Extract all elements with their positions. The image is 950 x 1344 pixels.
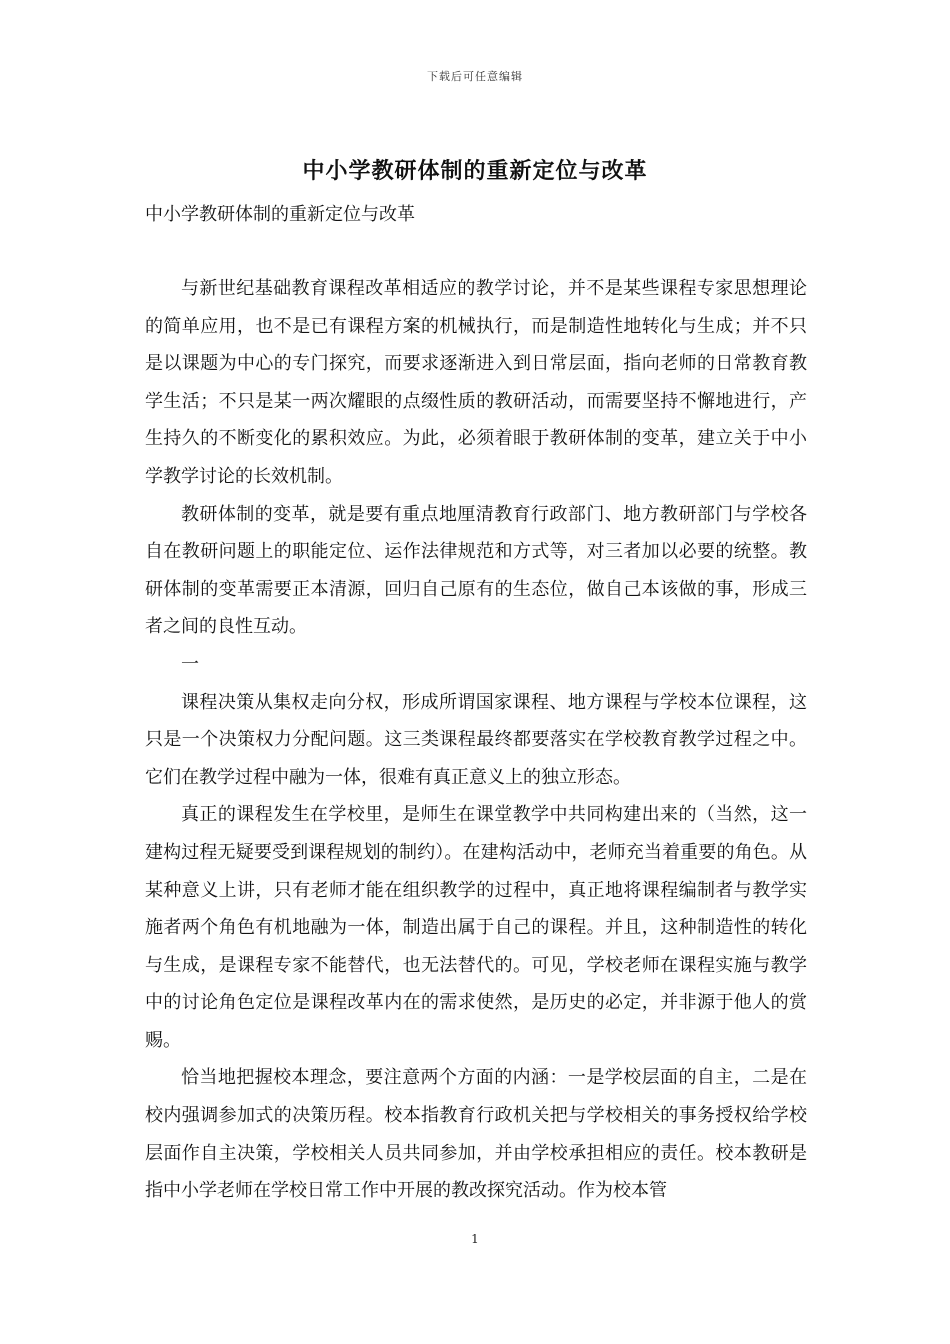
paragraph: 教研体制的变革，就是要有重点地厘清教育行政部门、地方教研部门与学校各自在教研问题上的职能定位、运作法律规范和方式等，对三者加以必要的统整。教研体制的变革需要正本清源，回归自己原有的生态位，做自己本该做的事，形成三者之间的良性互动。 bbox=[145, 503, 807, 638]
paragraph: 恰当地把握校本理念，要注意两个方面的内涵：一是学校层面的自主，二是在校内强调参加式的决策历程。校本指教育行政机关把与学校相关的事务授权给学校层面作自主决策，学校相关人员共同参加，并由学校承担相应的责任。校本教研是指中小学老师在学校日常工作中开展的教改探究活动。作为校本管 bbox=[145, 1067, 807, 1202]
document-body bbox=[145, 270, 807, 1210]
section-number: 一 bbox=[181, 653, 199, 675]
header-note: 下载后可任意编辑 bbox=[427, 70, 523, 83]
paragraph: 课程决策从集权走向分权，形成所谓国家课程、地方课程与学校本位课程，这只是一个决策权力分配问题。这三类课程最终都要落实在学校教育教学过程之中。它们在教学过程中融为一体，很难有真正意义上的独立形态。 bbox=[145, 691, 807, 788]
paragraph: 真正的课程发生在学校里，是师生在课堂教学中共同构建出来的（当然，这一建构过程无疑要受到课程规划的制约）。在建构活动中，老师充当着重要的角色。从某种意义上讲，只有老师才能在组织教学的过程中，真正地将课程编制者与教学实施者两个角色有机地融为一体，制造出属于自己的课程。并且，这种制造性的转化与生成，是课程专家不能替代，也无法替代的。可见，学校老师在课程实施与教学中的讨论角色定位是课程改革内在的需求使然，是历史的必定，并非源于他人的赏赐。 bbox=[145, 804, 807, 1051]
paragraph: 与新世纪基础教育课程改革相适应的教学讨论，并不是某些课程专家思想理论的简单应用，也不是已有课程方案的机械执行，而是制造性地转化与生成；并不只是以课题为中心的专门探究，而要求逐渐进入到日常层面，指向老师的日常教育教学生活；不只是某一两次耀眼的点缀性质的教研活动，而需要坚持不懈地进行，产生持久的不断变化的累积效应。为此，必须着眼于教研体制的变革，建立关于中小学教学讨论的长效机制。 bbox=[145, 278, 807, 487]
document-subtitle: 中小学教研体制的重新定位与改革 bbox=[145, 204, 415, 225]
page-number: 1 bbox=[471, 1232, 479, 1246]
document-title: 中小学教研体制的重新定位与改革 bbox=[302, 158, 648, 184]
